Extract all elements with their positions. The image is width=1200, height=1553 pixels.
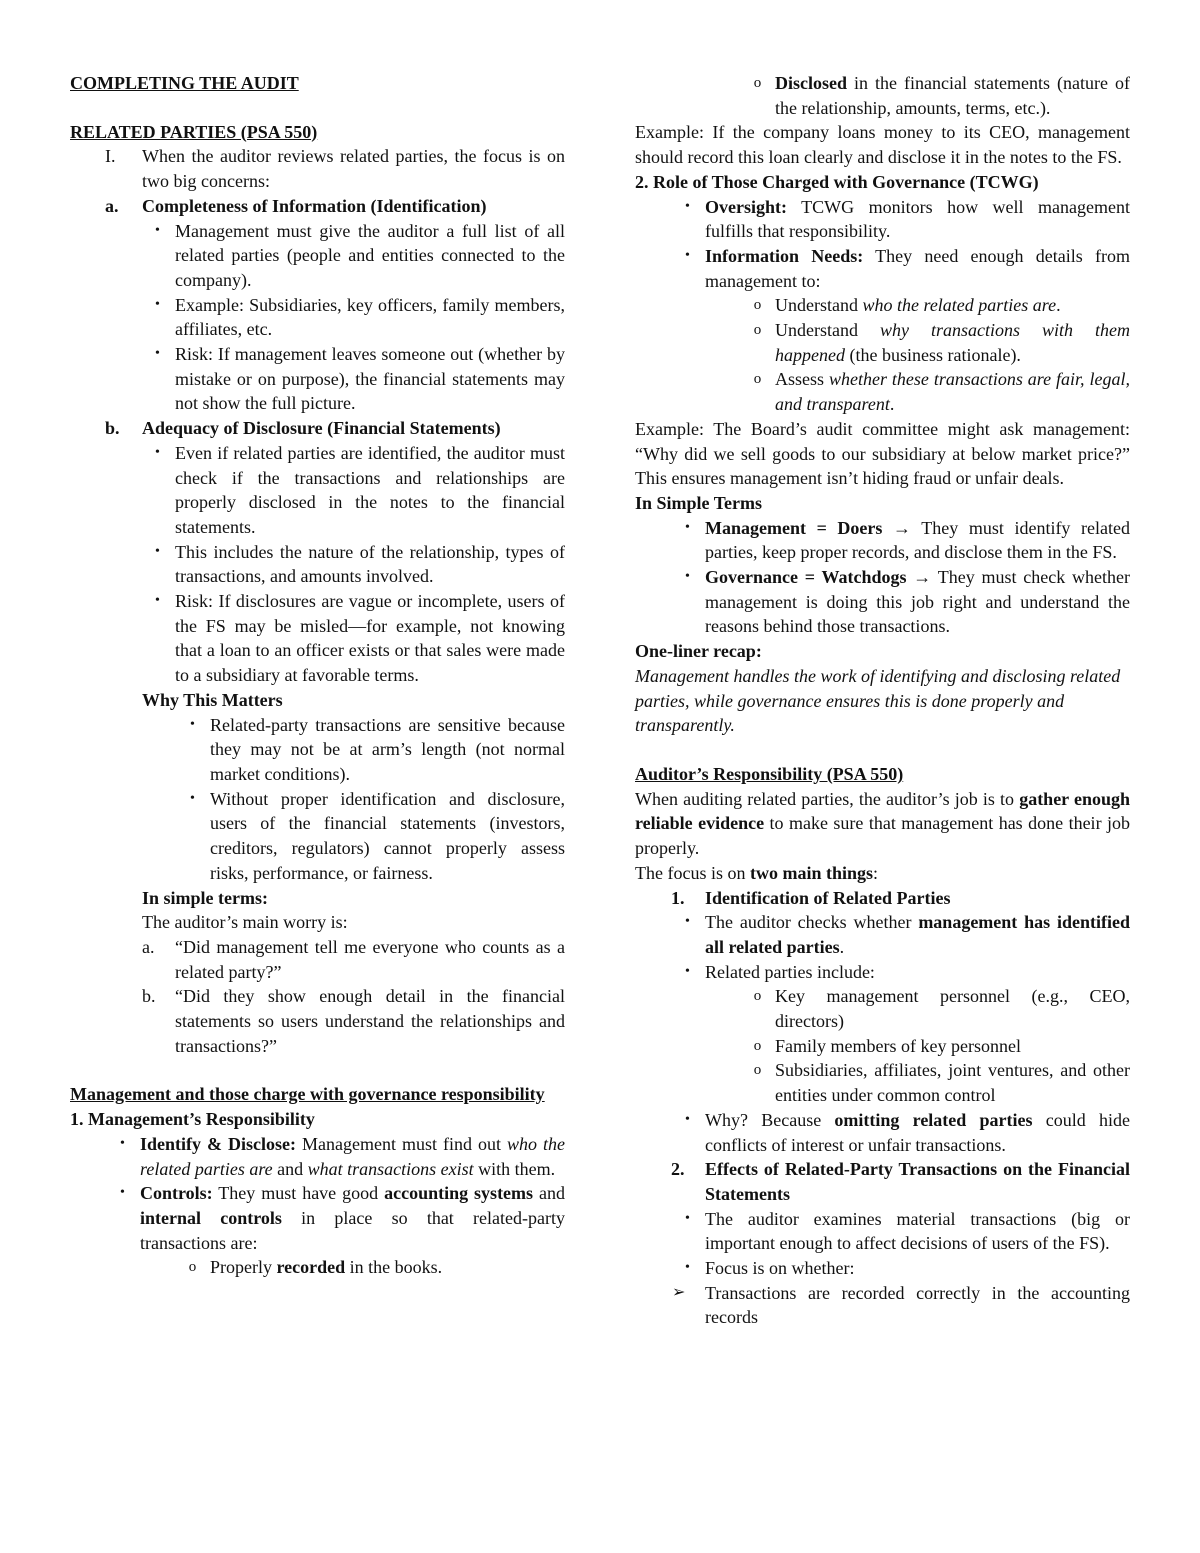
numbered-heading-text: Effects of Related-Party Transactions on the Financial Statements <box>705 1159 1130 1204</box>
circle-item-text <box>775 318 1130 367</box>
bullet-item-oversight <box>670 195 1130 244</box>
auditor-intro <box>635 787 1130 861</box>
circle-bullet-icon: o <box>753 75 762 91</box>
bullet-item <box>140 540 565 589</box>
why-this-matters-heading: Why This Matters <box>142 689 283 710</box>
bullet-text: Even if related parties are identified, the auditor must check if the transactions and relationships are properly disclosed in the notes to the financial statements. <box>175 442 565 537</box>
circle-item <box>740 293 1130 318</box>
bullet-icon: • <box>155 222 160 238</box>
bold-span: two main things <box>749 862 874 883</box>
bold-label: Controls: <box>140 1183 213 1204</box>
list-item <box>142 935 565 984</box>
text-span: . <box>889 394 895 415</box>
circle-item <box>740 1034 1130 1059</box>
bullet-icon: • <box>155 593 160 609</box>
text-span: Assess <box>775 369 829 390</box>
bullet-icon: • <box>155 444 160 460</box>
bullet-item <box>140 342 565 416</box>
tcwg-heading: 2. Role of Those Charged with Governance (TCWG) <box>635 171 1039 192</box>
text-span: Understand <box>775 320 880 341</box>
numbered-heading-1 <box>671 886 1130 911</box>
management-governance-heading: Management and those charge with governance responsibility <box>70 1084 545 1105</box>
bullet-text <box>705 516 1130 565</box>
arrow-item <box>672 1281 1130 1330</box>
bullet-text <box>705 195 1130 244</box>
text-span: Why? Because <box>705 1109 835 1130</box>
circle-item-text: Family members of key personnel <box>775 1035 1021 1056</box>
bullet-item-identify <box>105 1132 565 1181</box>
italic-span: what transactions exist <box>307 1158 474 1179</box>
circle-bullet-icon: o <box>753 1062 762 1079</box>
bullet-icon: • <box>120 1185 125 1201</box>
text-span: → They must identify related parties, keep proper records, and disclose them in the FS. <box>705 517 1130 563</box>
example-paragraph: Example: If the company loans money to its CEO, management should record this loan clearly and disclose it in the notes to the FS. <box>635 122 1130 168</box>
subheading-a <box>105 194 565 219</box>
bullet-icon: • <box>685 569 690 585</box>
bullet-text: Risk: If disclosures are vague or incomplete, users of the FS may be misled—for example, not knowing that a loan to an officer exists or that sales were made to a subsidiary at favorable terms. <box>175 591 565 686</box>
text-span: to make sure that management has done their job properly. <box>635 813 1131 859</box>
simple-intro: The auditor’s main worry is: <box>142 912 348 933</box>
bold-span: recorded <box>276 1257 346 1278</box>
italic-span: who the related parties are <box>140 1133 566 1179</box>
list-item-i <box>105 144 565 193</box>
bullet-text <box>705 244 1130 293</box>
bullet-text: Related-party transactions are sensitive because they may not be at arm’s length (not normal market conditions). <box>210 714 565 784</box>
circle-item-text <box>210 1255 565 1280</box>
focus-line <box>635 861 1130 886</box>
circle-item <box>740 71 1130 120</box>
number-marker: 2. <box>671 1159 685 1180</box>
italic-span: why transactions with them happened <box>775 320 1130 365</box>
text-span: The auditor checks whether <box>705 912 919 933</box>
bullet-item-doers <box>670 516 1130 565</box>
letter-marker: b. <box>142 986 156 1007</box>
bullet-icon: • <box>685 914 690 930</box>
text-span: . <box>839 936 845 957</box>
arrow-bullet-icon: ➢ <box>672 1283 686 1301</box>
bold-span: internal controls <box>140 1207 282 1228</box>
circle-item-text: Key management personnel (e.g., CEO, directors) <box>775 986 1130 1032</box>
bullet-icon: • <box>685 247 690 263</box>
text-span: They need enough details from management to: <box>705 245 1130 291</box>
in-simple-terms-heading: In Simple Terms <box>635 492 763 513</box>
italic-span: who the related parties are <box>862 295 1057 316</box>
circle-item <box>740 318 1130 367</box>
bullet-item <box>175 713 565 787</box>
bold-label: Identify & Disclose: <box>140 1133 296 1154</box>
list-item-text: “Did they show enough detail in the financial statements so users understand the relationships and transactions?” <box>175 986 565 1056</box>
in-simple-terms-heading: In simple terms: <box>142 887 268 908</box>
example-paragraph: Example: The Board’s audit committee might ask management: “Why did we sell goods to our subsidiary at below market price?” This ensures management isn’t hiding fraud or unfair deals. <box>635 418 1130 489</box>
circle-bullet-icon: o <box>188 1259 197 1276</box>
bold-label: Management = Doers <box>705 517 883 538</box>
bullet-item <box>670 910 1130 959</box>
bullet-icon: • <box>190 716 195 732</box>
bullet-icon: • <box>190 790 195 806</box>
circle-item-text <box>775 71 1130 120</box>
bullet-text: Example: Subsidiaries, key officers, family members, affiliates, etc. <box>175 294 565 340</box>
subheading-text: Completeness of Information (Identification) <box>142 195 487 216</box>
text-span: : <box>873 862 879 883</box>
bullet-icon: • <box>685 963 690 979</box>
circle-item <box>740 984 1130 1033</box>
bullet-icon: • <box>685 1260 690 1276</box>
text-span: (the business rationale). <box>844 344 1021 365</box>
arrow-item-text: Transactions are recorded correctly in the accounting records <box>705 1282 1130 1328</box>
recap-heading: One-liner recap: <box>635 641 762 662</box>
bullet-text: The auditor examines material transactions (big or important enough to affect decisions of users of the FS). <box>705 1208 1130 1254</box>
roman-numeral-marker: I. <box>105 146 116 167</box>
bullet-icon: • <box>685 519 690 535</box>
bullet-icon: • <box>685 1111 690 1127</box>
list-item-text: “Did management tell me everyone who counts as a related party?” <box>175 936 565 982</box>
text-span: The focus is on <box>635 862 750 883</box>
bullet-icon: • <box>685 198 690 214</box>
bullet-text: This includes the nature of the relationship, types of transactions, and amounts involved. <box>175 541 565 587</box>
bold-span: management has identified all related parties <box>705 912 1131 957</box>
bullet-item <box>175 787 565 886</box>
bullet-item <box>140 293 565 342</box>
text-span: and <box>272 1158 308 1179</box>
circle-bullet-icon: o <box>753 297 762 314</box>
bullet-text <box>705 565 1130 639</box>
bullet-icon: • <box>155 296 160 312</box>
bullet-item <box>140 219 565 293</box>
text-span: with them. <box>473 1158 556 1179</box>
text-span: in the financial statements (nature of the relationship, amounts, terms, etc.). <box>775 73 1130 118</box>
bullet-item-information <box>670 244 1130 293</box>
text-span: in the books. <box>345 1257 443 1278</box>
italic-span: whether these transactions are fair, legal, and transparent <box>775 369 1130 415</box>
circle-item <box>175 1255 565 1280</box>
bullet-text <box>140 1132 565 1181</box>
circle-item-text <box>775 293 1130 318</box>
circle-bullet-icon: o <box>753 1037 762 1054</box>
text-span: Understand <box>775 295 863 316</box>
bullet-item <box>670 1108 1130 1157</box>
text-span: in place so that related-party transactions are: <box>140 1207 565 1253</box>
bullet-icon: • <box>155 346 160 362</box>
letter-marker: a. <box>142 936 155 957</box>
subheading-b <box>105 416 565 441</box>
text-span: and <box>533 1183 565 1204</box>
circle-item <box>740 1058 1130 1107</box>
letter-marker: b. <box>105 418 120 439</box>
text-span: Management must find out <box>296 1133 507 1154</box>
bullet-item <box>140 441 565 540</box>
circle-item <box>740 367 1130 416</box>
text-span: They must have good <box>212 1183 385 1204</box>
bullet-text: Management must give the auditor a full list of all related parties (people and entities connected to the company). <box>175 220 565 290</box>
bullet-icon: • <box>155 543 160 559</box>
bullet-text: Without proper identification and disclosure, users of the financial statements (investors, creditors, regulators) cannot properly assess risks, performance, or fairness. <box>210 788 565 883</box>
bold-label: Information Needs: <box>705 245 864 266</box>
circle-bullet-icon: o <box>753 322 762 339</box>
bold-span: gather enough reliable evidence <box>635 788 1130 834</box>
number-marker: 1. <box>671 887 685 908</box>
document-title: COMPLETING THE AUDIT <box>70 73 299 93</box>
circle-bullet-icon: o <box>753 988 762 1005</box>
left-column <box>70 71 565 1280</box>
letter-marker: a. <box>105 195 119 216</box>
bullet-item-controls <box>105 1181 565 1255</box>
bullet-text: Risk: If management leaves someone out (whether by mistake or on purpose), the financial statements may not show the full picture. <box>175 344 565 414</box>
bullet-icon: • <box>120 1135 125 1151</box>
text-span: → They must check whether management is doing this job right and understand the reasons behind those transactions. <box>705 567 1131 637</box>
circle-item-text <box>775 367 1130 416</box>
related-parties-heading: RELATED PARTIES (PSA 550) <box>70 121 318 142</box>
circle-bullet-icon: o <box>753 371 762 388</box>
list-item-text: When the auditor reviews related parties, the focus is on two big concerns: <box>142 146 565 192</box>
bullet-item-watchdogs <box>670 565 1130 639</box>
bullet-icon: • <box>685 1210 690 1226</box>
bullet-text: Focus is on whether: <box>705 1258 855 1279</box>
bold-span: omitting related parties <box>834 1109 1033 1130</box>
subheading-text: Adequacy of Disclosure (Financial Statements) <box>142 418 501 439</box>
auditor-responsibility-heading: Auditor’s Responsibility (PSA 550) <box>635 763 904 784</box>
bold-label: Oversight: <box>705 196 787 217</box>
bold-span: accounting systems <box>384 1183 534 1204</box>
bullet-text <box>705 1108 1130 1157</box>
text-span: When auditing related parties, the auditor’s job is to <box>635 788 1020 809</box>
bullet-text <box>705 910 1130 959</box>
bullet-item <box>670 960 1130 985</box>
text-span: . <box>1056 295 1061 316</box>
recap-text: Management handles the work of identifying and disclosing related parties, while governance ensures this is done properly and transparently. <box>635 665 1121 736</box>
bullet-item <box>670 1256 1130 1281</box>
bullet-text <box>140 1181 565 1255</box>
circle-item-text: Subsidiaries, affiliates, joint ventures, and other entities under common control <box>775 1060 1130 1106</box>
bullet-item <box>140 589 565 688</box>
text-span: could hide conflicts of interest or unfair transactions. <box>705 1109 1130 1155</box>
numbered-heading-2 <box>671 1157 1130 1206</box>
bold-label: Governance = Watchdogs <box>705 567 907 588</box>
management-responsibility-heading: 1. Management’s Responsibility <box>70 1109 315 1130</box>
bullet-item <box>670 1207 1130 1256</box>
numbered-heading-text: Identification of Related Parties <box>705 887 951 908</box>
bullet-text: Related parties include: <box>705 961 875 982</box>
right-column <box>635 71 1130 1330</box>
text-span: TCWG monitors how well management fulfills that responsibility. <box>705 196 1130 242</box>
list-item <box>142 984 565 1058</box>
bold-span: Disclosed <box>775 73 847 93</box>
text-span: Properly <box>210 1257 277 1278</box>
